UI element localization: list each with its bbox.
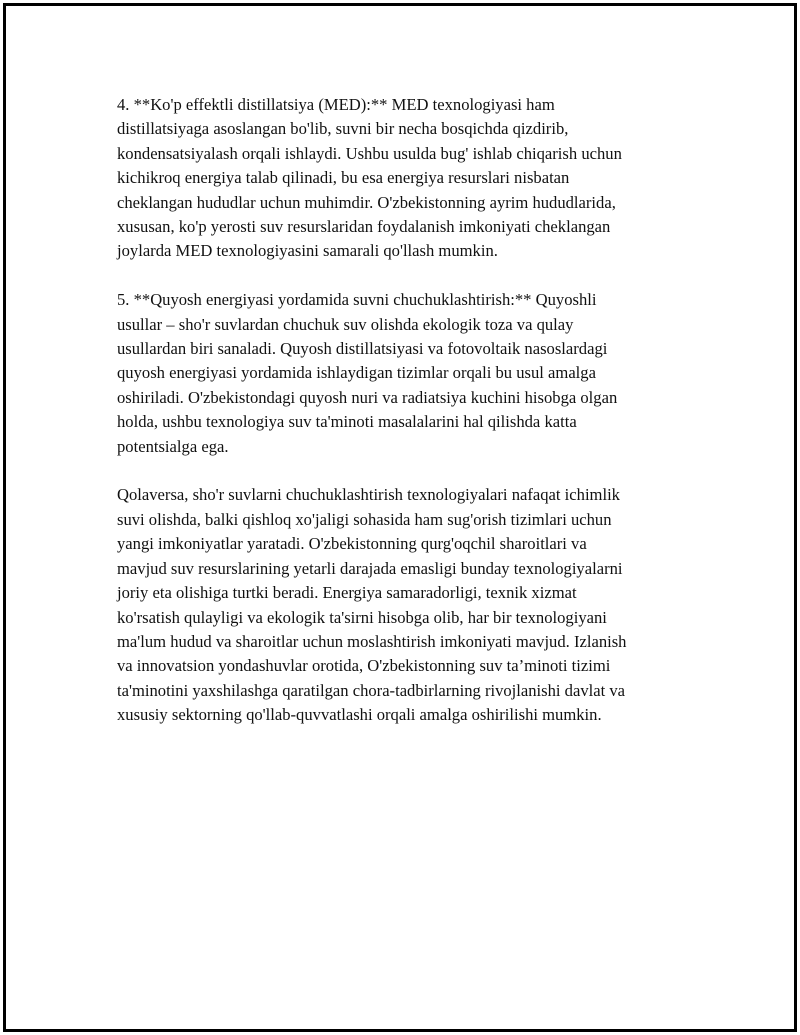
text-line: kichikroq energiya talab qilinadi, bu esa energiya resurslari nisbatan bbox=[117, 168, 570, 188]
text-line: usullar – sho'r suvlardan chuchuk suv olishda ekologik toza va qulay bbox=[117, 314, 574, 334]
text-line: quyosh energiyasi yordamida ishlaydigan tizimlar orqali bu usul amalga bbox=[117, 363, 596, 383]
text-line: usullardan biri sanaladi. Quyosh distillatsiyasi va fotovoltaik nasoslardagi bbox=[117, 339, 608, 359]
text-line: 5. **Quyosh energiyasi yordamida suvni chuchuklashtirish:** Quyoshli bbox=[117, 290, 597, 310]
text-line: yangi imkoniyatlar yaratadi. O'zbekistonning qurg'oqchil sharoitlari va bbox=[117, 534, 587, 554]
text-line: 4. **Ko'p effektli distillatsiya (MED):** MED texnologiyasi ham bbox=[117, 95, 555, 114]
text-line: va innovatsion yondashuvlar orotida, O'zbekistonning suv ta’minoti tizimi bbox=[117, 656, 611, 676]
text-line: mavjud suv resurslarining yetarli darajada emasligi bunday texnologiyalarni bbox=[117, 558, 623, 578]
text-line: joylarda MED texnologiyasini samarali qo'llash mumkin. bbox=[117, 241, 498, 261]
text-line: potentsialga ega. bbox=[117, 436, 229, 456]
text-line: ta'minotini yaxshilashga qaratilgan chora-tadbirlarning rivojlanishi davlat va bbox=[117, 680, 626, 700]
text-line: distillatsiyaga asoslangan bo'lib, suvni bir necha bosqichda qizdirib, bbox=[117, 119, 569, 139]
text-line: kondensatsiyalash orqali ishlaydi. Ushbu usulda bug' ishlab chiqarish uchun bbox=[117, 143, 622, 163]
text-line: cheklangan hududlar uchun muhimdir. O'zbekistonning ayrim hududlarida, bbox=[117, 192, 616, 212]
text-line: oshiriladi. O'zbekistondagi quyosh nuri va radiatsiya kuchini hisobga olgan bbox=[117, 387, 618, 407]
paragraph-conclusion bbox=[117, 483, 697, 727]
text-line: holda, ushbu texnologiya suv ta'minoti masalalarini hal qilishda katta bbox=[117, 412, 577, 432]
paragraph-med bbox=[117, 93, 697, 264]
text-line: suvi olishda, balki qishloq xo'jaligi sohasida ham sug'orish tizimlari uchun bbox=[117, 509, 612, 529]
text-line: joriy eta olishiga turtki beradi. Energiya samaradorligi, texnik xizmat bbox=[117, 583, 577, 603]
text-line: xususan, ko'p yerosti suv resurslaridan foydalanish imkoniyati cheklangan bbox=[117, 217, 611, 237]
text-line: Qolaversa, sho'r suvlarni chuchuklashtirish texnologiyalari nafaqat ichimlik bbox=[117, 485, 620, 505]
text-line: ma'lum hudud va sharoitlar uchun moslashtirish imkoniyati mavjud. Izlanish bbox=[117, 631, 627, 651]
document-body bbox=[117, 93, 697, 752]
paragraph-solar bbox=[117, 288, 697, 459]
text-line: xususiy sektorning qo'llab-quvvatlashi orqali amalga oshirilishi mumkin. bbox=[117, 705, 602, 725]
text-line: ko'rsatish qulayligi va ekologik ta'sirni hisobga olib, har bir texnologiyani bbox=[117, 607, 607, 627]
